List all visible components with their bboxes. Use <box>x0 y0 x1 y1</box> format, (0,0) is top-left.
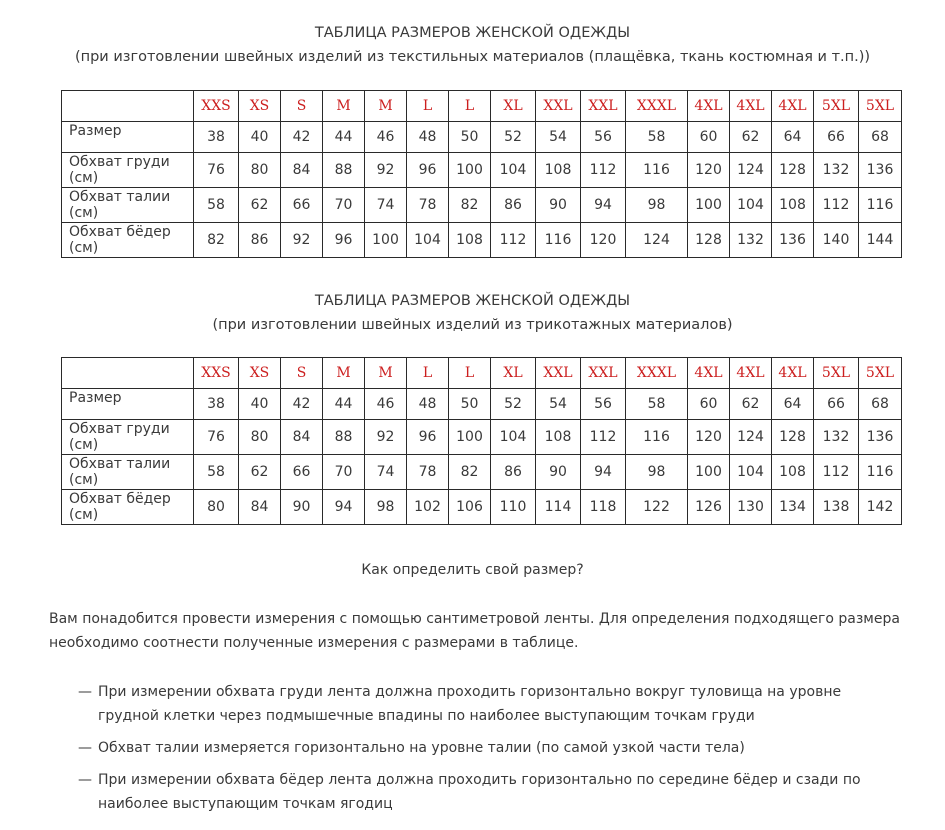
value-cell: 78 <box>407 188 449 223</box>
table2-title: ТАБЛИЦА РАЗМЕРОВ ЖЕНСКОЙ ОДЕЖДЫ <box>314 293 631 309</box>
dash-marker: — <box>78 740 92 756</box>
value-cell: 134 <box>772 490 814 525</box>
value-cell: 88 <box>323 153 365 188</box>
value-cell: 138 <box>814 490 859 525</box>
value-cell: 84 <box>281 153 323 188</box>
value-cell: 56 <box>581 389 626 420</box>
value-cell: 58 <box>194 455 239 490</box>
dash-marker: — <box>78 684 92 700</box>
value-cell: 46 <box>365 389 407 420</box>
value-cell: 60 <box>688 122 730 153</box>
table-row <box>62 455 902 490</box>
size-label-cell: L <box>449 358 491 389</box>
corner-cell <box>62 91 194 122</box>
size-label-cell: 4XL <box>730 91 772 122</box>
value-cell: 68 <box>859 389 902 420</box>
value-cell: 82 <box>194 223 239 258</box>
value-cell: 106 <box>449 490 491 525</box>
value-cell: 108 <box>772 455 814 490</box>
value-cell: 112 <box>491 223 536 258</box>
value-cell: 116 <box>859 455 902 490</box>
size-label-cell: 4XL <box>730 358 772 389</box>
size-table-textile <box>61 90 902 258</box>
value-cell: 116 <box>859 188 902 223</box>
value-cell: 66 <box>814 389 859 420</box>
value-cell: 58 <box>626 389 688 420</box>
size-label-cell: XS <box>239 91 281 122</box>
size-label-cell: M <box>323 358 365 389</box>
table-row <box>62 420 902 455</box>
value-cell: 108 <box>772 188 814 223</box>
size-label-cell: 5XL <box>814 91 859 122</box>
size-label-cell: XL <box>491 91 536 122</box>
value-cell: 76 <box>194 153 239 188</box>
value-cell: 94 <box>581 188 626 223</box>
value-cell: 78 <box>407 455 449 490</box>
corner-cell <box>62 358 194 389</box>
value-cell: 140 <box>814 223 859 258</box>
value-cell: 50 <box>449 389 491 420</box>
value-cell: 44 <box>323 389 365 420</box>
value-cell: 108 <box>536 420 581 455</box>
value-cell: 94 <box>581 455 626 490</box>
value-cell: 114 <box>536 490 581 525</box>
value-cell: 110 <box>491 490 536 525</box>
size-label-cell: L <box>449 91 491 122</box>
size-label-cell: XXS <box>194 358 239 389</box>
size-label-cell: 4XL <box>688 91 730 122</box>
value-cell: 58 <box>626 122 688 153</box>
value-cell: 136 <box>772 223 814 258</box>
size-label-cell: XXL <box>581 91 626 122</box>
value-cell: 112 <box>814 188 859 223</box>
value-cell: 54 <box>536 389 581 420</box>
value-cell: 132 <box>814 420 859 455</box>
value-cell: 40 <box>239 122 281 153</box>
value-cell: 66 <box>281 188 323 223</box>
value-cell: 74 <box>365 188 407 223</box>
table-row <box>62 389 902 420</box>
value-cell: 84 <box>239 490 281 525</box>
value-cell: 120 <box>688 420 730 455</box>
value-cell: 122 <box>626 490 688 525</box>
value-cell: 136 <box>859 420 902 455</box>
value-cell: 90 <box>536 455 581 490</box>
size-label-cell: 5XL <box>859 358 902 389</box>
table2-subtitle: (при изготовлении швейных изделий из трикотажных материалов) <box>212 317 733 333</box>
value-cell: 42 <box>281 389 323 420</box>
table-row <box>62 153 902 188</box>
bullet-chest <box>78 680 878 728</box>
table1-subtitle: (при изготовлении швейных изделий из текстильных материалов (плащёвка, ткань костюмная и т.п.)) <box>74 49 871 65</box>
value-cell: 80 <box>239 153 281 188</box>
row-label: Размер <box>62 389 194 420</box>
value-cell: 82 <box>449 188 491 223</box>
value-cell: 104 <box>407 223 449 258</box>
row-label: Обхват бёдер (см) <box>62 223 194 258</box>
value-cell: 70 <box>323 188 365 223</box>
value-cell: 66 <box>814 122 859 153</box>
size-label-cell: 4XL <box>772 358 814 389</box>
size-label-cell: XXS <box>194 91 239 122</box>
value-cell: 98 <box>626 188 688 223</box>
bullet-text: При измерении обхвата бёдер лента должна проходить горизонтально по середине бёдер и сзади по наиболее выступающим точкам ягодиц <box>98 772 861 812</box>
value-cell: 48 <box>407 389 449 420</box>
value-cell: 116 <box>626 153 688 188</box>
size-header-row <box>62 91 902 122</box>
value-cell: 68 <box>859 122 902 153</box>
value-cell: 124 <box>730 153 772 188</box>
size-label-cell: 5XL <box>814 358 859 389</box>
value-cell: 100 <box>365 223 407 258</box>
value-cell: 80 <box>239 420 281 455</box>
value-cell: 94 <box>323 490 365 525</box>
value-cell: 100 <box>449 153 491 188</box>
size-label-cell: M <box>365 358 407 389</box>
size-table-knitwear <box>61 357 902 525</box>
size-label-cell: XXXL <box>626 91 688 122</box>
value-cell: 124 <box>730 420 772 455</box>
value-cell: 54 <box>536 122 581 153</box>
value-cell: 58 <box>194 188 239 223</box>
value-cell: 82 <box>449 455 491 490</box>
value-cell: 96 <box>407 153 449 188</box>
value-cell: 130 <box>730 490 772 525</box>
howto-heading: Как определить свой размер? <box>361 562 584 578</box>
value-cell: 126 <box>688 490 730 525</box>
value-cell: 120 <box>688 153 730 188</box>
value-cell: 66 <box>281 455 323 490</box>
value-cell: 60 <box>688 389 730 420</box>
value-cell: 100 <box>449 420 491 455</box>
row-label: Обхват бёдер (см) <box>62 490 194 525</box>
value-cell: 128 <box>688 223 730 258</box>
bullet-text: Обхват талии измеряется горизонтально на уровне талии (по самой узкой части тела) <box>98 740 745 756</box>
value-cell: 40 <box>239 389 281 420</box>
size-label-cell: XL <box>491 358 536 389</box>
row-label: Обхват груди (см) <box>62 420 194 455</box>
size-label-cell: XXL <box>536 91 581 122</box>
value-cell: 90 <box>536 188 581 223</box>
row-label: Обхват талии (см) <box>62 455 194 490</box>
value-cell: 104 <box>730 188 772 223</box>
value-cell: 96 <box>407 420 449 455</box>
value-cell: 108 <box>449 223 491 258</box>
value-cell: 92 <box>365 153 407 188</box>
value-cell: 136 <box>859 153 902 188</box>
bullet-hips <box>78 768 878 816</box>
value-cell: 92 <box>365 420 407 455</box>
value-cell: 124 <box>626 223 688 258</box>
table-row <box>62 188 902 223</box>
value-cell: 52 <box>491 389 536 420</box>
value-cell: 42 <box>281 122 323 153</box>
table1-title: ТАБЛИЦА РАЗМЕРОВ ЖЕНСКОЙ ОДЕЖДЫ <box>314 25 631 41</box>
size-label-cell: XXL <box>536 358 581 389</box>
size-label-cell: 4XL <box>688 358 730 389</box>
size-label-cell: XS <box>239 358 281 389</box>
value-cell: 120 <box>581 223 626 258</box>
value-cell: 86 <box>239 223 281 258</box>
value-cell: 86 <box>491 188 536 223</box>
value-cell: 56 <box>581 122 626 153</box>
value-cell: 52 <box>491 122 536 153</box>
value-cell: 46 <box>365 122 407 153</box>
value-cell: 80 <box>194 490 239 525</box>
value-cell: 104 <box>730 455 772 490</box>
value-cell: 128 <box>772 420 814 455</box>
value-cell: 62 <box>730 389 772 420</box>
row-label: Обхват груди (см) <box>62 153 194 188</box>
value-cell: 84 <box>281 420 323 455</box>
value-cell: 86 <box>491 455 536 490</box>
value-cell: 92 <box>281 223 323 258</box>
bullet-waist <box>78 736 878 760</box>
value-cell: 50 <box>449 122 491 153</box>
value-cell: 100 <box>688 188 730 223</box>
value-cell: 100 <box>688 455 730 490</box>
value-cell: 98 <box>626 455 688 490</box>
value-cell: 90 <box>281 490 323 525</box>
value-cell: 118 <box>581 490 626 525</box>
row-label: Размер <box>62 122 194 153</box>
value-cell: 62 <box>730 122 772 153</box>
size-label-cell: S <box>281 358 323 389</box>
value-cell: 62 <box>239 455 281 490</box>
value-cell: 112 <box>814 455 859 490</box>
value-cell: 108 <box>536 153 581 188</box>
size-label-cell: M <box>365 91 407 122</box>
row-label: Обхват талии (см) <box>62 188 194 223</box>
value-cell: 112 <box>581 153 626 188</box>
bullet-text: При измерении обхвата груди лента должна проходить горизонтально вокруг туловища на уровне грудной клетки через подмышечные впадины по наиболее выступающим точкам груди <box>98 684 842 724</box>
value-cell: 48 <box>407 122 449 153</box>
value-cell: 132 <box>814 153 859 188</box>
size-label-cell: 4XL <box>772 91 814 122</box>
table-row <box>62 490 902 525</box>
value-cell: 112 <box>581 420 626 455</box>
value-cell: 44 <box>323 122 365 153</box>
value-cell: 96 <box>323 223 365 258</box>
value-cell: 102 <box>407 490 449 525</box>
value-cell: 116 <box>626 420 688 455</box>
value-cell: 88 <box>323 420 365 455</box>
value-cell: 142 <box>859 490 902 525</box>
value-cell: 64 <box>772 389 814 420</box>
size-label-cell: 5XL <box>859 91 902 122</box>
size-label-cell: L <box>407 91 449 122</box>
value-cell: 128 <box>772 153 814 188</box>
value-cell: 76 <box>194 420 239 455</box>
howto-intro: Вам понадобится провести измерения с помощью сантиметровой ленты. Для определения подходящего размера необходимо соотнести полученные измерения с размерами в таблице. <box>49 611 900 651</box>
value-cell: 144 <box>859 223 902 258</box>
table-row <box>62 223 902 258</box>
value-cell: 132 <box>730 223 772 258</box>
value-cell: 104 <box>491 153 536 188</box>
value-cell: 64 <box>772 122 814 153</box>
dash-marker: — <box>78 772 92 788</box>
value-cell: 116 <box>536 223 581 258</box>
value-cell: 38 <box>194 389 239 420</box>
size-label-cell: S <box>281 91 323 122</box>
size-label-cell: M <box>323 91 365 122</box>
size-label-cell: XXL <box>581 358 626 389</box>
value-cell: 98 <box>365 490 407 525</box>
value-cell: 38 <box>194 122 239 153</box>
size-header-row <box>62 358 902 389</box>
table-row <box>62 122 902 153</box>
value-cell: 70 <box>323 455 365 490</box>
value-cell: 104 <box>491 420 536 455</box>
size-label-cell: XXXL <box>626 358 688 389</box>
value-cell: 74 <box>365 455 407 490</box>
size-label-cell: L <box>407 358 449 389</box>
value-cell: 62 <box>239 188 281 223</box>
